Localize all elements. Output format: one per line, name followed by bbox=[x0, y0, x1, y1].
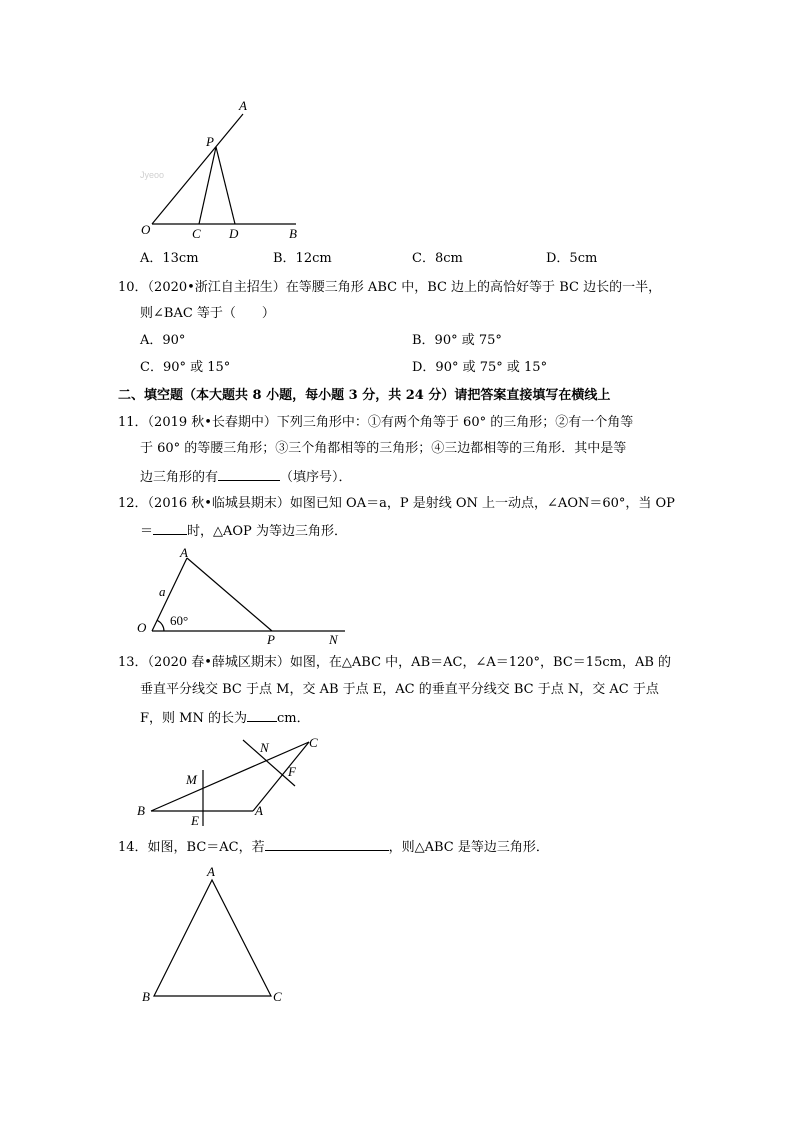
triangle-abc bbox=[154, 880, 271, 996]
q13-figure bbox=[151, 740, 309, 826]
q13-label-c: C bbox=[309, 735, 318, 750]
q10-line-1: 10．（2020•浙江自主招生）在等腰三角形 ABC 中，BC 边上的高恰好等于 BC 边长的一半， bbox=[118, 280, 662, 295]
q14-label-c: C bbox=[273, 989, 282, 1004]
q12-label-p: P bbox=[267, 632, 275, 647]
q9-option-b: B．12cm bbox=[273, 251, 332, 266]
q11-line-2: 于 60° 的等腰三角形；③三个角都相等的三角形；④三边都相等的三角形．其中是等 bbox=[140, 441, 627, 456]
q12-line-1: 12．（2016 秋•临城县期末）如图已知 OA＝a，P 是射线 ON 上一动点，∠AON＝60°，当 OP bbox=[118, 496, 675, 511]
q10-option-c: C．90° 或 15° bbox=[140, 360, 231, 375]
q14-label-a: A bbox=[207, 864, 215, 879]
q13-line-1: 13．（2020 春•薛城区期末）如图，在△ABC 中，AB＝AC，∠A＝120°，BC＝15cm，AB 的 bbox=[118, 655, 672, 670]
ray-oa bbox=[152, 114, 243, 224]
q11-line-3-pre: 边三角形的有 bbox=[140, 470, 219, 485]
q13-answer-blank[interactable] bbox=[247, 709, 277, 722]
section-heading: 二、填空题（本大题共 8 小题，每小题 3 分，共 24 分）请把答案直接填写在横线上 bbox=[118, 388, 611, 403]
q12-label-o: O bbox=[137, 620, 147, 635]
segment-ap bbox=[187, 558, 272, 631]
q12-angle-label: 60° bbox=[170, 613, 189, 628]
q11-line-3 bbox=[140, 468, 352, 486]
perp-bisector-ac bbox=[243, 740, 295, 786]
label-p: P bbox=[206, 134, 214, 149]
segment-pc bbox=[199, 147, 216, 224]
label-b: B bbox=[289, 226, 297, 241]
q13-line-3-post: cm． bbox=[276, 711, 310, 726]
q12-label-n: N bbox=[329, 632, 338, 647]
q12-line-2-pre: ＝ bbox=[140, 524, 154, 539]
segment-bc bbox=[151, 742, 309, 811]
q14-line-1-pre: 14．如图，BC＝AC，若 bbox=[118, 840, 265, 855]
segment-pd bbox=[216, 147, 235, 224]
q13-label-a: A bbox=[255, 803, 263, 818]
q13-label-f: F bbox=[288, 764, 296, 779]
q9-option-c: C．8cm bbox=[412, 251, 463, 266]
q13-label-b: B bbox=[137, 803, 145, 818]
q12-answer-blank[interactable] bbox=[153, 522, 187, 535]
q12-label-a: A bbox=[180, 545, 188, 560]
q14-answer-blank[interactable] bbox=[265, 838, 389, 851]
q11-line-3-post: （填序号）． bbox=[280, 470, 352, 485]
angle-arc bbox=[158, 621, 165, 632]
q13-label-n: N bbox=[260, 740, 269, 755]
q12-line-2-post: 时，△AOP 为等边三角形． bbox=[187, 524, 347, 539]
label-c: C bbox=[192, 226, 201, 241]
q12-line-2 bbox=[140, 522, 347, 540]
q12-label-a-lower: a bbox=[159, 584, 166, 599]
q11-line-1: 11．（2019 秋•长春期中）下列三角形中：①有两个角等于 60° 的三角形；②有一个角等 bbox=[118, 415, 634, 430]
q13-label-m: M bbox=[186, 772, 197, 787]
label-a: A bbox=[239, 98, 247, 113]
q13-line-2: 垂直平分线交 BC 于点 M，交 AB 于点 E，AC 的垂直平分线交 BC 于点 N，交 AC 于点 bbox=[140, 682, 659, 697]
q10-line-2: 则∠BAC 等于（ ） bbox=[140, 306, 275, 321]
q13-label-e: E bbox=[191, 813, 199, 828]
q13-line-3-pre: F，则 MN 的长为 bbox=[140, 711, 247, 726]
q10-option-a: A．90° bbox=[140, 333, 186, 348]
q14-line-1-post: ，则△ABC 是等边三角形． bbox=[388, 840, 549, 855]
watermark: Jyeoo bbox=[140, 170, 165, 180]
q14-figure bbox=[154, 880, 271, 996]
q14-label-b: B bbox=[142, 989, 150, 1004]
q9-option-a: A．13cm bbox=[140, 251, 199, 266]
q10-option-b: B．90° 或 75° bbox=[412, 333, 502, 348]
q13-line-3 bbox=[140, 709, 310, 727]
q14-line-1 bbox=[118, 838, 549, 856]
q9-option-d: D．5cm bbox=[546, 251, 598, 266]
label-o: O bbox=[141, 222, 151, 237]
label-d: D bbox=[229, 226, 239, 241]
q11-answer-blank[interactable] bbox=[218, 468, 280, 481]
q10-option-d: D．90° 或 75° 或 15° bbox=[412, 360, 548, 375]
